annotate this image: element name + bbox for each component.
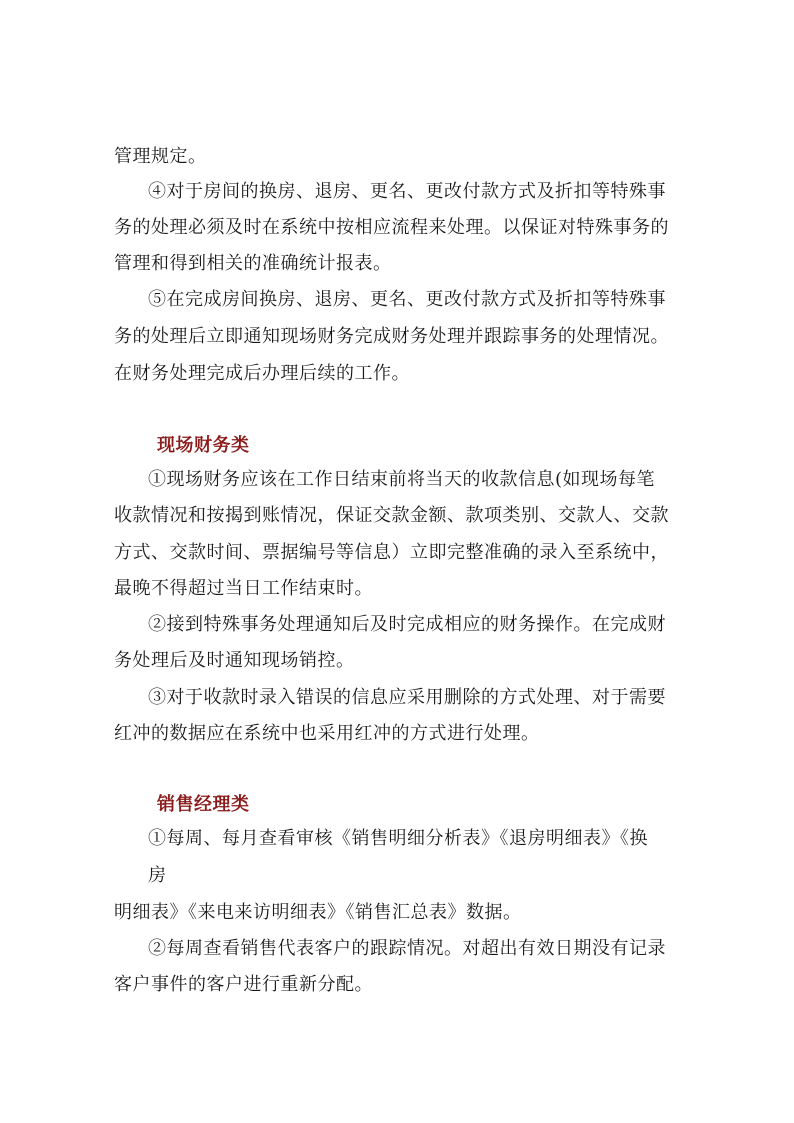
paragraph-line: 房	[148, 865, 167, 886]
paragraph-line: 务处理后及时通知现场销控。	[114, 650, 355, 671]
paragraph-line: 管理规定。	[114, 146, 207, 167]
paragraph-line: 方式、交款时间、票据编号等信息）立即完整准确的录入至系统中，	[114, 542, 669, 563]
paragraph-line: ②接到特殊事务处理通知后及时完成相应的财务操作。在完成财	[148, 614, 666, 635]
paragraph-line: 明细表》《来电来访明细表》《销售汇总表》数据。	[114, 902, 522, 923]
paragraph-line: 务的处理必须及时在系统中按相应流程来处理。以保证对特殊事务的	[114, 217, 669, 238]
paragraph-line: ③对于收款时录入错误的信息应采用删除的方式处理、对于需要	[148, 687, 666, 708]
paragraph-line: ⑤在完成房间换房、退房、更名、更改付款方式及折扣等特殊事	[148, 289, 666, 310]
paragraph-line: 在财务处理完成后办理后续的工作。	[114, 363, 410, 384]
paragraph-line: ②每周查看销售代表客户的跟踪情况。对超出有效日期没有记录	[148, 938, 666, 959]
paragraph-line: 客户事件的客户进行重新分配。	[114, 974, 373, 995]
paragraph-line: ①每周、每月查看审核《销售明细分析表》《退房明细表》《换	[148, 828, 648, 849]
paragraph-line: 收款情况和按揭到账情况，保证交款金额、款项类别、交款人、交款	[114, 505, 669, 526]
paragraph-line: 务的处理后立即通知现场财务完成财务处理并跟踪事务的处理情况。	[114, 326, 669, 347]
section-heading: 现场财务类	[157, 435, 250, 456]
paragraph-line: 最晚不得超过当日工作结束时。	[114, 578, 373, 599]
paragraph-line: ④对于房间的换房、退房、更名、更改付款方式及折扣等特殊事	[148, 181, 666, 202]
section-heading: 销售经理类	[157, 794, 250, 815]
paragraph-line: 红冲的数据应在系统中也采用红冲的方式进行处理。	[114, 723, 540, 744]
paragraph-line: 管理和得到相关的准确统计报表。	[114, 253, 392, 274]
paragraph-line: ①现场财务应该在工作日结束前将当天的收款信息(如现场每笔	[148, 469, 656, 490]
